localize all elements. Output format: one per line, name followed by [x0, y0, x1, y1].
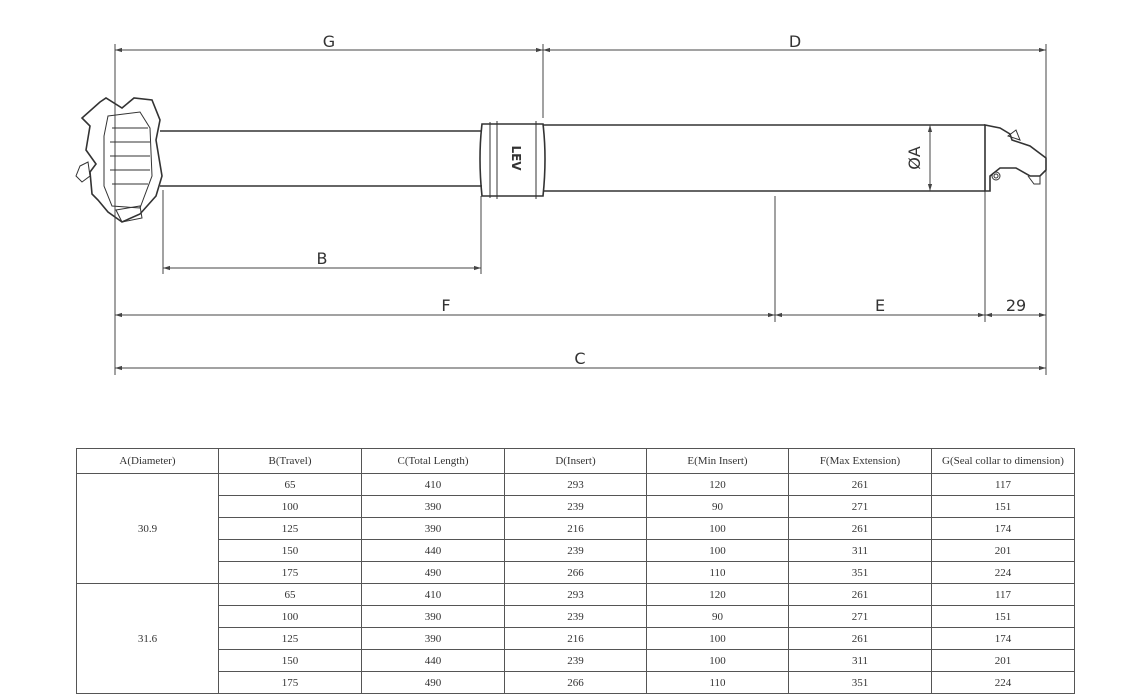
table-header-row: [77, 449, 1075, 474]
table-cell: 490: [362, 672, 505, 694]
table-cell: 390: [362, 628, 505, 650]
header-insert: D(Insert): [505, 449, 647, 474]
table-cell: 239: [505, 650, 647, 672]
table-row: [77, 584, 1075, 606]
table-cell: 110: [647, 672, 789, 694]
table-cell: 261: [789, 474, 932, 496]
table-cell: 120: [647, 584, 789, 606]
table-cell: 65: [219, 584, 362, 606]
table-cell: 125: [219, 628, 362, 650]
table-cell: 117: [932, 584, 1075, 606]
table-cell: 261: [789, 628, 932, 650]
header-seal-collar: G(Seal collar to dimension): [932, 449, 1075, 474]
table-cell: 490: [362, 562, 505, 584]
table-cell: 201: [932, 650, 1075, 672]
spec-table: [76, 448, 1075, 694]
table-cell: 150: [219, 540, 362, 562]
diameter-a-label: ØA: [905, 146, 924, 170]
table-row: [77, 518, 1075, 540]
seatpost-body: [76, 98, 1046, 222]
table-cell: 201: [932, 540, 1075, 562]
table-cell: 311: [789, 540, 932, 562]
table-cell: 100: [647, 650, 789, 672]
cable-actuator: [985, 125, 1046, 191]
table-row: [77, 562, 1075, 584]
header-travel: B(Travel): [219, 449, 362, 474]
table-cell: 390: [362, 518, 505, 540]
diameter-cell: 31.6: [77, 584, 219, 694]
table-cell: 410: [362, 474, 505, 496]
table-cell: 271: [789, 606, 932, 628]
table-cell: 239: [505, 606, 647, 628]
table-cell: 351: [789, 672, 932, 694]
table-cell: 110: [647, 562, 789, 584]
table-cell: 175: [219, 562, 362, 584]
table-row: [77, 606, 1075, 628]
header-total-length: C(Total Length): [362, 449, 505, 474]
table-cell: 440: [362, 650, 505, 672]
table-cell: 100: [219, 606, 362, 628]
table-cell: 100: [647, 540, 789, 562]
table-cell: 120: [647, 474, 789, 496]
dimension-g-label: G: [322, 32, 336, 51]
table-cell: 216: [505, 518, 647, 540]
dimension-f-label: F: [441, 296, 451, 315]
table-cell: 216: [505, 628, 647, 650]
table-cell: 440: [362, 540, 505, 562]
table-cell: 151: [932, 606, 1075, 628]
table-cell: 90: [647, 496, 789, 518]
saddle-clamp-head: [76, 98, 162, 222]
table-cell: 174: [932, 628, 1075, 650]
table-cell: 90: [647, 606, 789, 628]
table-cell: 410: [362, 584, 505, 606]
table-cell: 311: [789, 650, 932, 672]
table-cell: 100: [647, 628, 789, 650]
table-cell: 100: [219, 496, 362, 518]
seal-collar-brand-text: LEV: [509, 145, 523, 171]
table-cell: 293: [505, 474, 647, 496]
table-cell: 150: [219, 650, 362, 672]
table-cell: 151: [932, 496, 1075, 518]
table-cell: 100: [647, 518, 789, 540]
dimension-c-label: C: [574, 349, 586, 368]
table-row: [77, 496, 1075, 518]
dimension-offset-label: 29: [1005, 296, 1027, 315]
table-cell: 390: [362, 606, 505, 628]
table-cell: 224: [932, 672, 1075, 694]
dimension-d-label: D: [788, 32, 802, 51]
table-cell: 224: [932, 562, 1075, 584]
table-row: [77, 474, 1075, 496]
header-diameter: A(Diameter): [77, 449, 219, 474]
extension-lines: [115, 44, 1046, 375]
table-row: [77, 650, 1075, 672]
table-cell: 125: [219, 518, 362, 540]
table-cell: 271: [789, 496, 932, 518]
table-cell: 266: [505, 562, 647, 584]
table-cell: 175: [219, 672, 362, 694]
table-cell: 261: [789, 518, 932, 540]
table-cell: 390: [362, 496, 505, 518]
table-cell: 293: [505, 584, 647, 606]
table-cell: 239: [505, 540, 647, 562]
table-cell: 117: [932, 474, 1075, 496]
header-min-insert: E(Min Insert): [647, 449, 789, 474]
diameter-cell: 30.9: [77, 474, 219, 584]
table-row: [77, 672, 1075, 694]
seal-collar: [480, 121, 545, 199]
table-cell: 174: [932, 518, 1075, 540]
header-max-extension: F(Max Extension): [789, 449, 932, 474]
table-cell: 65: [219, 474, 362, 496]
table-cell: 261: [789, 584, 932, 606]
dimension-b-label: B: [316, 249, 328, 268]
dimension-e-label: E: [874, 296, 886, 315]
table-cell: 351: [789, 562, 932, 584]
table-cell: 239: [505, 496, 647, 518]
table-cell: 266: [505, 672, 647, 694]
table-row: [77, 540, 1075, 562]
table-row: [77, 628, 1075, 650]
